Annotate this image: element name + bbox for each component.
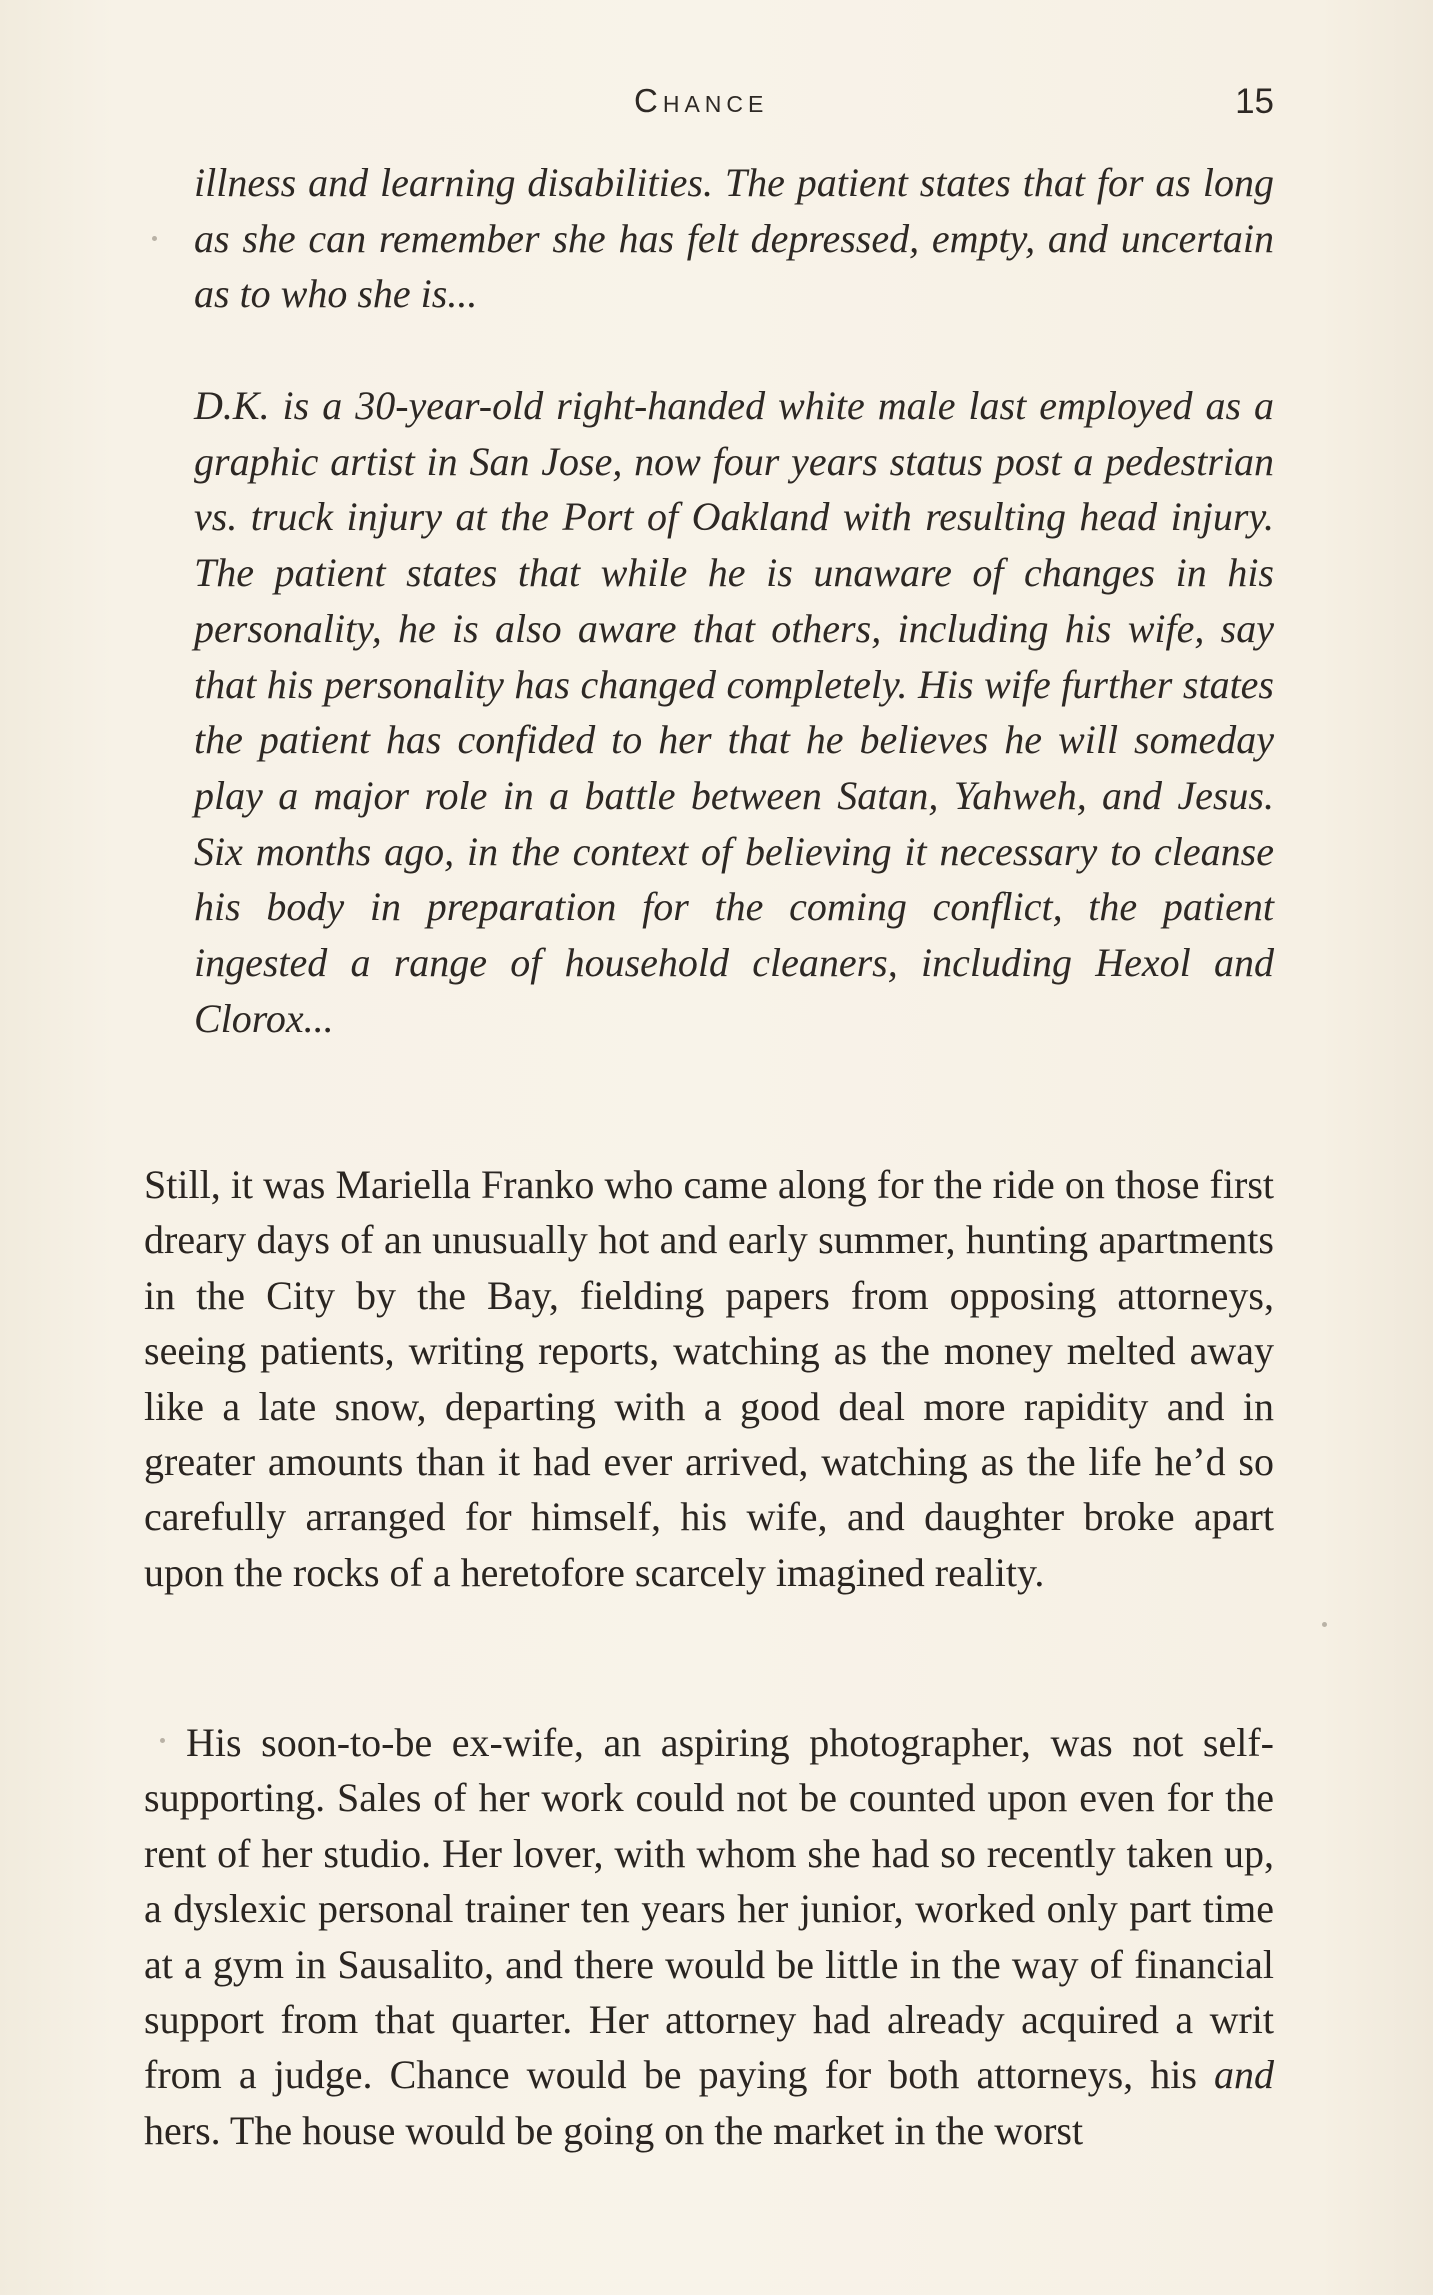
page-number: 15: [1235, 82, 1274, 121]
case-excerpt-2: D.K. is a 30-year-old right-handed white male last employed as a graphic artist in San Jose, now four years status post a pedestrian vs. truck injury at the Port of Oakland with resulting head injury. The patient states that while he is unaware of changes in his personality, he is also aware that others, including his wife, say that his personality has changed completely. His wife further states the patient has confided to her that he believes he will someday play a major role in a battle between Satan, Yahweh, and Jesus. Six months ago, in the context of believing it necessary to cleanse his body in preparation for the coming conflict, the patient ingested a range of household cleaners, including Hexol and Clorox...: [194, 383, 1274, 1041]
paper-speck: [1322, 1622, 1327, 1627]
paragraph-2-emphasis: and: [1214, 2052, 1274, 2098]
paragraph-2-text-end: hers. The house would be going on the market in the worst: [144, 2107, 1084, 2153]
body-paragraph-1: Still, it was Mariella Franko who came along for the ride on those first dreary days of an unusually hot and early summer, hunting apartments in the City by the Bay, fielding papers from opposing attorneys, seeing patients, writing reports, watching as the money melted away like a late snow, departing with a good deal more rapidity and in greater amounts than it had ever arrived, watching as the life he’d so carefully arranged for himself, his wife, and daughter broke apart upon the rocks of a heretofore scarcely imagined reality.: [144, 1162, 1274, 1595]
body-paragraph-2: [144, 1715, 1274, 2158]
case-excerpt-1: illness and learning disabilities. The patient states that for as long as she can remember she has felt depressed, empty, and uncertain as to who she is...: [194, 160, 1274, 317]
paragraph-2-text-start: His soon-to-be ex-wife, an aspiring photographer, was not self-supporting. Sales of her work could not be counted upon even for the rent of her studio. Her lover, with whom she had so recently taken up, a dyslexic personal trainer ten years her junior, worked only part time at a gym in Sausalito, and there would be little in the way of financial support from that quarter. Her attorney had already acquired a writ from a judge. Chance would be paying for both attorneys, his: [144, 1720, 1274, 2098]
running-head: Chance: [634, 82, 769, 119]
paper-speck: [160, 1738, 165, 1743]
paper-speck: [152, 236, 157, 241]
page-header: [146, 82, 1274, 132]
